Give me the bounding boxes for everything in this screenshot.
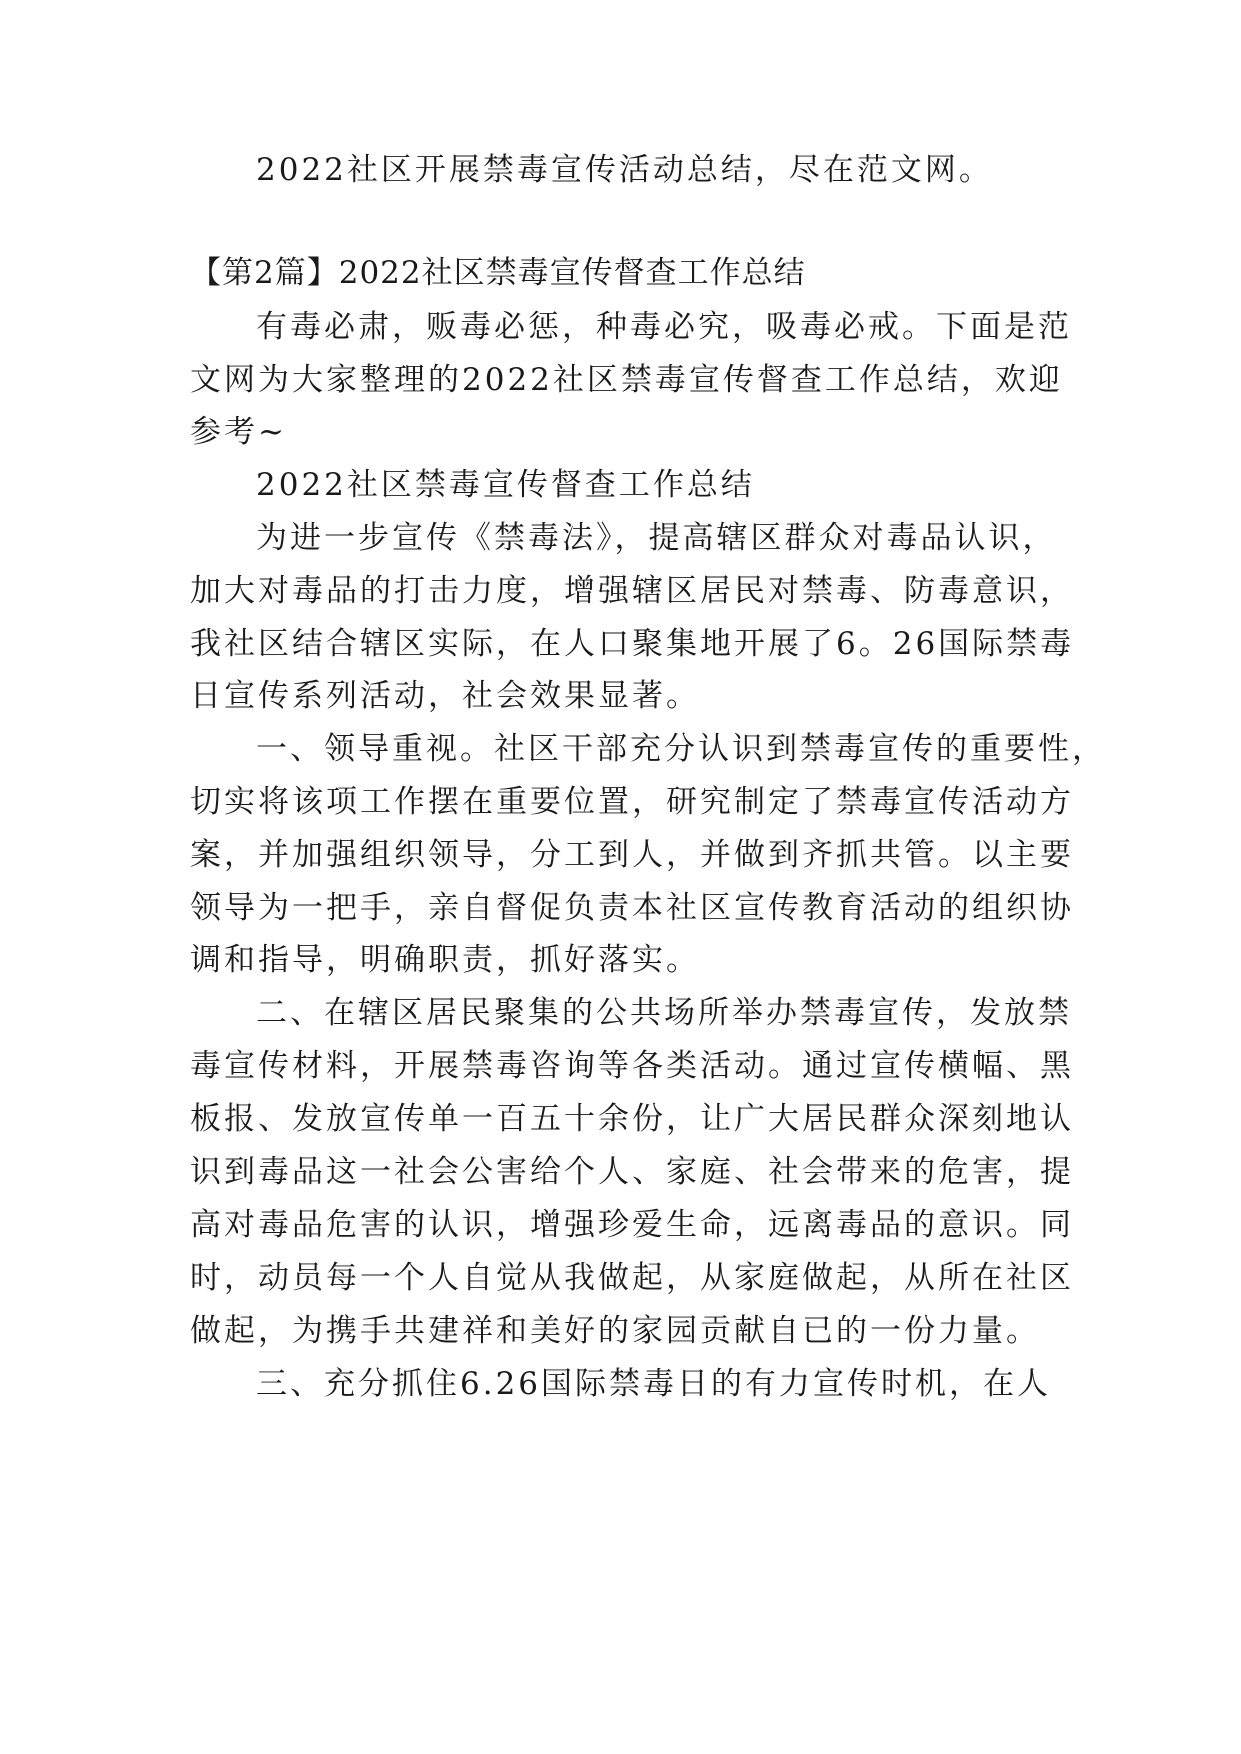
paragraph-3-line-5: 高对毒品危害的认识，增强珍爱生命，远离毒品的意识。同: [190, 1207, 1074, 1243]
article-subtitle: 2022社区禁毒宣传督查工作总结: [256, 467, 755, 503]
paragraph-1-line-2: 加大对毒品的打击力度，增强辖区居民对禁毒、防毒意识，: [190, 573, 1074, 609]
paragraph-1-line-1: 为进一步宣传《禁毒法》，提高辖区群众对毒品认识，: [256, 520, 1057, 556]
paragraph-2-line-2: 切实将该项工作摆在重要位置，研究制定了禁毒宣传活动方: [190, 784, 1074, 820]
paragraph-2-line-4: 领导为一把手，亲自督促负责本社区宣传教育活动的组织协: [190, 890, 1074, 926]
paragraph-3-line-2: 毒宣传材料，开展禁毒咨询等各类活动。通过宣传横幅、黑: [190, 1048, 1074, 1084]
paragraph-3-line-6: 时，动员每一个人自觉从我做起，从家庭做起，从所在社区: [190, 1260, 1074, 1296]
paragraph-3-line-3: 板报、发放宣传单一百五十余份，让广大居民群众深刻地认: [190, 1101, 1074, 1137]
paragraph-2-line-1: 一、领导重视。社区干部充分认识到禁毒宣传的重要性，: [256, 731, 1106, 767]
previous-article-closing-line: 2022社区开展禁毒宣传活动总结，尽在范文网。: [256, 152, 993, 188]
paragraph-4-line-1: 三、充分抓住6.26国际禁毒日的有力宣传时机，在人: [256, 1366, 1052, 1402]
intro-line-2: 文网为大家整理的2022社区禁毒宣传督查工作总结，欢迎: [190, 362, 1063, 398]
intro-line-1: 有毒必肃，贩毒必惩，种毒必究，吸毒必戒。下面是范: [256, 309, 1072, 345]
paragraph-3-line-1: 二、在辖区居民聚集的公共场所举办禁毒宣传，发放禁: [256, 995, 1072, 1031]
paragraph-3-line-4: 识到毒品这一社会公害给个人、家庭、社会带来的危害，提: [190, 1154, 1074, 1190]
paragraph-2-line-5: 调和指导，明确职责，抓好落实。: [190, 942, 700, 978]
paragraph-2-line-3: 案，并加强组织领导，分工到人，并做到齐抓共管。以主要: [190, 837, 1074, 873]
intro-line-3: 参考~: [190, 414, 287, 450]
paragraph-3-line-7: 做起，为携手共建祥和美好的家园贡献自已的一份力量。: [190, 1313, 1040, 1349]
article-heading: 【第2篇】2022社区禁毒宣传督查工作总结: [190, 255, 806, 291]
paragraph-1-line-3: 我社区结合辖区实际，在人口聚集地开展了6。26国际禁毒: [190, 626, 1075, 662]
paragraph-1-line-4: 日宣传系列活动，社会效果显著。: [190, 678, 700, 714]
